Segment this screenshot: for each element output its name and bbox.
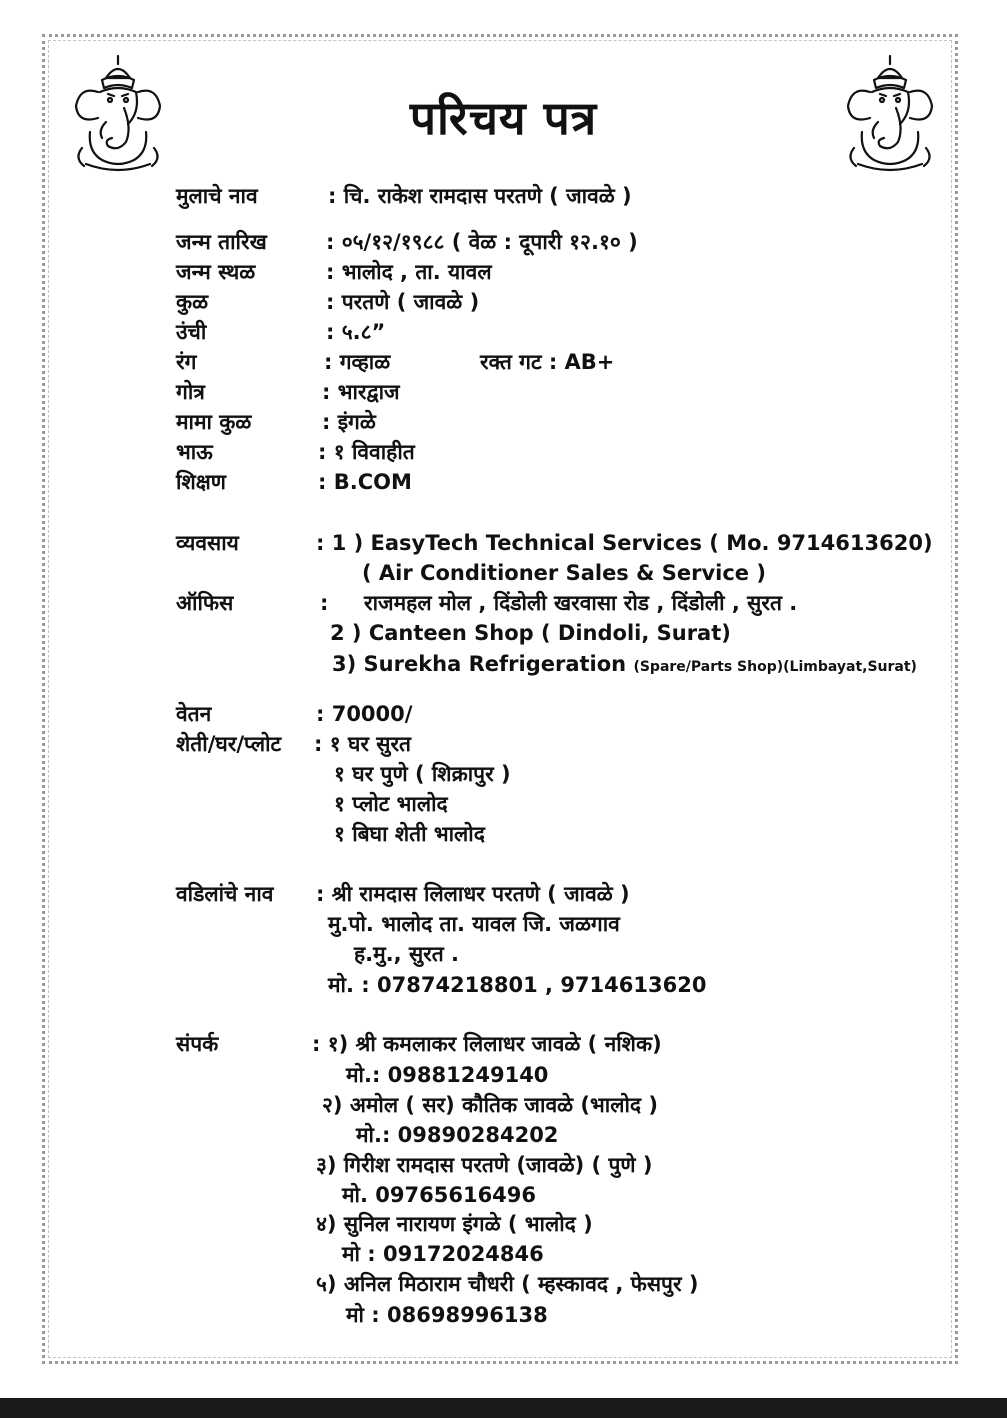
property-item: १ बिघा शेती भालोद	[334, 822, 485, 846]
label-contacts: संपर्क	[176, 1032, 219, 1056]
value-blood-group: रक्त गट : AB+	[480, 350, 615, 374]
label-mama-kul: मामा कुळ	[176, 410, 252, 434]
occupation-line-4-small: (Spare/Parts Shop)(Limbayat,Surat)	[633, 659, 917, 675]
label-complexion: रंग	[176, 350, 197, 374]
father-address-1: मु.पो. भालोद ता. यावल जि. जळगाव	[328, 912, 620, 936]
label-office: ऑफिस	[176, 591, 234, 615]
label-father: वडिलांचे नाव	[176, 882, 274, 906]
contact-mobile: मो. 09765616496	[342, 1183, 537, 1207]
contact-name: ३) गिरीश रामदास परतणे (जावळे) ( पुणे )	[316, 1153, 653, 1177]
value-mama-kul: : इंगळे	[322, 410, 376, 434]
label-dob: जन्म तारिख	[176, 230, 267, 254]
office-colon: :	[320, 591, 329, 615]
page-title: परिचय पत्र	[409, 91, 598, 145]
label-property: शेती/घर/प्लोट	[176, 732, 282, 756]
label-occupation: व्यवसाय	[176, 531, 239, 555]
value-dob: : ०५/१२/१९८८ ( वेळ : दूपारी १२.१० )	[326, 230, 638, 254]
value-salary: : 70000/	[316, 702, 413, 726]
value-gotra: : भारद्वाज	[322, 380, 400, 404]
occupation-line-3: 2 ) Canteen Shop ( Dindoli, Surat)	[330, 621, 731, 645]
contact-mobile: मो : 08698996138	[346, 1303, 548, 1327]
property-item: : १ घर सुरत	[314, 732, 412, 756]
label-kul: कुळ	[176, 290, 209, 314]
occupation-line-1: : 1 ) EasyTech Technical Services ( Mo. 9714613620)	[316, 531, 933, 555]
father-address-2: ह.मु., सुरत .	[354, 942, 459, 966]
property-item: १ प्लोट भालोद	[334, 792, 448, 816]
contact-name: २) अमोल ( सर) कौतिक जावळे (भालोद )	[322, 1093, 658, 1117]
value-brother: : १ विवाहीत	[318, 440, 415, 464]
value-complexion: : गव्हाळ	[324, 350, 391, 374]
father-name: : श्री रामदास लिलाधर परतणे ( जावळे )	[316, 882, 630, 906]
bottom-bar	[0, 1398, 1007, 1418]
father-mobile: मो. : 07874218801 , 9714613620	[328, 973, 707, 997]
contact-mobile: मो : 09172024846	[342, 1242, 544, 1266]
contact-mobile: मो.: 09890284202	[356, 1123, 559, 1147]
contact-name: ४) सुनिल नारायण इंगळे ( भालोद )	[316, 1212, 593, 1236]
label-gotra: गोत्र	[176, 380, 205, 404]
label-salary: वेतन	[176, 702, 212, 726]
contact-name: ५) अनिल मिठाराम चौधरी ( म्हस्कावद , फेसपुर )	[316, 1272, 699, 1296]
occupation-line-2: ( Air Conditioner Sales & Service )	[362, 561, 766, 585]
occupation-line-4-main: 3) Surekha Refrigeration	[332, 652, 627, 676]
value-kul: : परतणे ( जावळे )	[326, 290, 480, 314]
label-name: मुलाचे नाव	[176, 184, 258, 208]
label-education: शिक्षण	[176, 470, 226, 494]
value-height: : ५.८”	[326, 320, 386, 344]
property-item: १ घर पुणे ( शिक्रापुर )	[334, 762, 511, 786]
label-brother: भाऊ	[176, 440, 213, 464]
label-height: उंची	[176, 320, 207, 344]
value-name: : चि. राकेश रामदास परतणे ( जावळे )	[328, 184, 632, 208]
contact-mobile: मो.: 09881249140	[346, 1063, 549, 1087]
value-education: : B.COM	[318, 470, 412, 494]
label-birthplace: जन्म स्थळ	[176, 260, 256, 284]
value-birthplace: : भालोद , ता. यावल	[326, 260, 492, 284]
occupation-line-4	[332, 650, 917, 681]
contact-name: : १) श्री कमलाकर लिलाधर जावळे ( नशिक)	[312, 1032, 662, 1056]
office-address: राजमहल मोल , दिंडोली खरवासा रोड , दिंडोली , सुरत .	[364, 591, 798, 615]
